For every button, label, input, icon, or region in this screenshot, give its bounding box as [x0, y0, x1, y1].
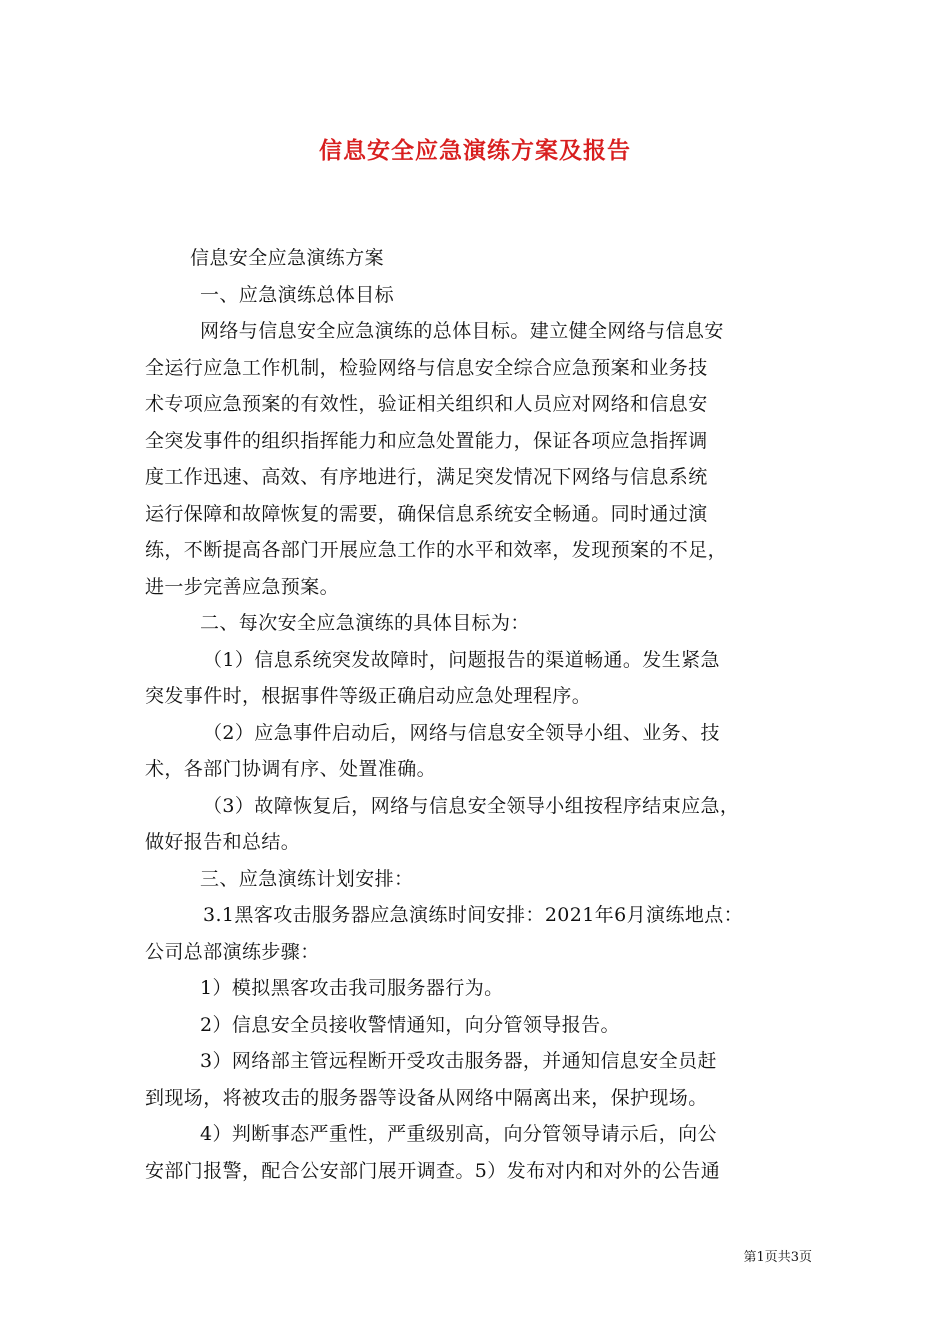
- list-item: 1）模拟黑客攻击我司服务器行为。: [200, 977, 504, 999]
- paragraph-line: 突发事件时，根据事件等级正确启动应急处理程序。: [145, 685, 592, 707]
- page-number: 第1页共3页: [743, 1250, 812, 1265]
- paragraph-line: 到现场，将被攻击的服务器等设备从网络中隔离出来，保护现场。: [145, 1086, 708, 1109]
- paragraph-line: 3.1黑客攻击服务器应急演练时间安排：2021年6月演练地点：: [203, 904, 744, 926]
- paragraph-line: 术，各部门协调有序、处置准确。: [145, 758, 437, 780]
- paragraph-line: 全突发事件的组织指挥能力和应急处置能力，保证各项应急指挥调: [145, 429, 708, 452]
- paragraph-line: 安部门报警，配合公安部门展开调查。5）发布对内和对外的公告通: [145, 1159, 721, 1182]
- paragraph-line: 进一步完善应急预案。: [145, 575, 340, 598]
- section-heading-3: 三、应急演练计划安排：: [200, 867, 414, 890]
- paragraph-line: 运行保障和故障恢复的需要，确保信息系统安全畅通。同时通过演: [145, 502, 708, 525]
- paragraph-line: 术专项应急预案的有效性，验证相关组织和人员应对网络和信息安: [145, 393, 708, 415]
- list-item: 3）网络部主管远程断开受攻击服务器，并通知信息安全员赶: [200, 1050, 717, 1072]
- paragraph-line: （1）信息系统突发故障时，问题报告的渠道畅通。发生紧急: [203, 648, 720, 671]
- section-heading-1: 一、应急演练总体目标: [200, 283, 395, 306]
- paragraph-line: （3）故障恢复后，网络与信息安全领导小组按程序结束应急，: [203, 794, 740, 817]
- document-title: 信息安全应急演练方案及报告: [319, 137, 631, 164]
- paragraph-line: 做好报告和总结。: [145, 831, 301, 853]
- plan-heading: 信息安全应急演练方案: [190, 247, 385, 269]
- paragraph-line: 全运行应急工作机制，检验网络与信息安全综合应急预案和业务技: [145, 356, 708, 379]
- paragraph-line: 公司总部演练步骤：: [145, 940, 320, 963]
- section-heading-2: 二、每次安全应急演练的具体目标为：: [200, 612, 530, 634]
- list-item: 2）信息安全员接收警情通知，向分管领导报告。: [200, 1013, 620, 1036]
- paragraph-line: 练，不断提高各部门开展应急工作的水平和效率，发现预案的不足，: [145, 539, 728, 561]
- paragraph-line: 度工作迅速、高效、有序地进行，满足突发情况下网络与信息系统: [145, 466, 708, 488]
- paragraph-line: 网络与信息安全应急演练的总体目标。建立健全网络与信息安: [200, 320, 724, 342]
- paragraph-line: （2）应急事件启动后，网络与信息安全领导小组、业务、技: [203, 721, 720, 744]
- list-item: 4）判断事态严重性，严重级别高，向分管领导请示后，向公: [200, 1123, 717, 1145]
- document-body: [145, 240, 805, 1189]
